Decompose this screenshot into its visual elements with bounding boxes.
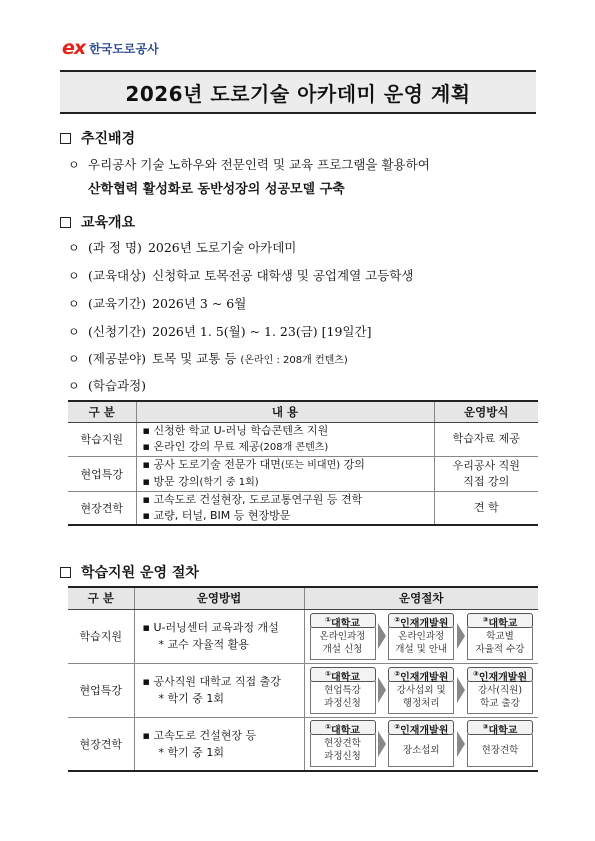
method-note: * 학기 중 1회 [158, 692, 224, 705]
method-line: 공사직원 대학교 직접 출강 [153, 675, 281, 688]
arrow-right-icon [378, 677, 386, 703]
section-heading-background [60, 128, 135, 148]
item-label: (과 정 명) [88, 240, 142, 255]
content-line: 방문 강의 [153, 474, 200, 488]
item-text: 2026년 도로기술 아카데미 [147, 240, 297, 255]
row-steps [304, 717, 538, 771]
step-desc-line: 행정처리 [402, 697, 440, 709]
step-desc-line: 개설 신청 [322, 643, 363, 655]
item-label: (학습과정) [88, 378, 147, 393]
overview-item [68, 349, 348, 367]
step-desc-line: 학교별 [486, 630, 514, 642]
square-bullet-icon: ▪ [142, 474, 150, 488]
step-org [388, 667, 454, 682]
step-org-name: 대학교 [330, 725, 360, 737]
step-org [467, 613, 533, 628]
step-org-name: 대학교 [488, 617, 518, 629]
overview-item [68, 376, 152, 394]
content-note: (208개 콘텐츠) [259, 441, 329, 453]
row-method [434, 456, 538, 491]
method-line: 고속도로 건설현장 등 [153, 728, 257, 742]
overview-item [68, 266, 413, 284]
item-text: 신청학교 토목전공 대학생 및 공업계열 고등학생 [152, 268, 414, 283]
row-method [134, 717, 304, 771]
section-heading-overview [60, 212, 135, 232]
item-note: (온라인 : 208개 컨텐츠) [240, 355, 348, 366]
step-desc [467, 734, 533, 767]
content-note: (또는 비대면) [280, 459, 341, 471]
arrow-right-icon [457, 677, 465, 703]
step-desc [310, 627, 376, 660]
arrow-right-icon [457, 731, 465, 757]
header-category: 구 분 [68, 587, 134, 609]
row-method [134, 609, 304, 663]
section-title: 추진배경 [81, 131, 136, 147]
step-org-name: 인재개발원 [400, 671, 449, 683]
step-org-name: 대학교 [488, 725, 518, 737]
step-desc [467, 681, 533, 714]
step-number: ③ [472, 669, 479, 678]
step-desc [388, 627, 454, 660]
row-content [136, 422, 434, 456]
step-number: ① [325, 615, 331, 624]
arrow-right-icon [378, 623, 386, 649]
step-desc-line: 자율적 수강 [475, 643, 525, 655]
step-org-name: 대학교 [330, 617, 360, 629]
step-desc-line: 현장견학 [481, 744, 519, 756]
procedure-step [308, 667, 378, 714]
circle-bullet-icon: ㅇ [68, 325, 80, 339]
section-heading-procedure [60, 562, 199, 582]
step-org-name: 대학교 [330, 671, 360, 683]
procedure-step [308, 720, 378, 767]
table-header-row [68, 587, 538, 609]
step-org [467, 720, 533, 735]
background-line-1: 우리공사 기술 노하우와 전문인력 및 교육 프로그램을 활용하여 [88, 157, 430, 172]
step-desc [388, 681, 454, 714]
step-org [467, 667, 533, 682]
background-bullet [68, 155, 430, 173]
header-procedure: 운영절차 [304, 587, 538, 609]
procedure-step [386, 613, 456, 660]
procedure-step [465, 613, 535, 660]
table-row [68, 663, 538, 717]
step-org [310, 720, 376, 735]
background-line-2: 산학협력 활성화로 동반성장의 성공모델 구축 [88, 182, 345, 197]
content-line: 신청한 학교 U-러닝 학습콘텐츠 지원 [153, 423, 329, 437]
step-desc [388, 734, 454, 767]
square-bullet-icon: ▪ [142, 508, 150, 522]
step-org-name: 인재개발원 [400, 617, 449, 629]
step-number: ① [325, 669, 331, 678]
section-title: 교육개요 [81, 215, 136, 231]
square-bullet-icon: ▪ [142, 492, 150, 506]
step-desc [310, 734, 376, 767]
table-row [68, 422, 538, 456]
row-method [134, 663, 304, 717]
row-category: 학습지원 [68, 422, 136, 456]
circle-bullet-icon: ㅇ [68, 297, 80, 311]
title-band [60, 70, 536, 114]
page-title: 2026년 도로기술 아카데미 운영 계획 [125, 81, 471, 106]
step-number: ② [394, 615, 401, 624]
item-text: 토목 및 교통 등 [152, 351, 237, 366]
step-desc-line: 강사섭외 및 [396, 684, 446, 696]
step-desc-line: 개설 및 안내 [395, 643, 448, 655]
method-line: U-러닝센터 교육과정 개설 [153, 621, 279, 634]
step-desc-line: 강사(직원) [477, 684, 523, 696]
step-desc-line: 현장견학 [324, 738, 361, 750]
step-number: ② [394, 669, 401, 678]
row-content [136, 456, 434, 491]
content-line: 교량, 터널, BIM 등 현장방문 [153, 508, 291, 522]
step-org-name: 인재개발원 [478, 671, 528, 683]
circle-bullet-icon: ㅇ [68, 158, 80, 172]
overview-item [68, 322, 371, 340]
arrow-right-icon [457, 623, 465, 649]
step-number: ③ [482, 615, 489, 624]
header-content: 내 용 [136, 401, 434, 422]
item-label: (교육대상) [88, 268, 147, 283]
overview-item [68, 294, 246, 312]
method-text: 견 학 [473, 500, 499, 514]
step-number: ③ [482, 723, 489, 732]
item-text: 2026년 1. 5(월) ~ 1. 23(금) [19일간] [152, 324, 372, 339]
table-header-row [68, 401, 538, 422]
step-desc-line: 온라인과정 [398, 630, 445, 642]
step-desc-line: 현업특강 [324, 684, 361, 696]
logo-mark: ex [62, 37, 86, 59]
step-desc-line: 과정신청 [324, 751, 361, 763]
header-method: 운영방식 [434, 401, 538, 422]
row-category: 현장견학 [68, 491, 136, 525]
method-text: 우리공사 직원 [452, 458, 520, 472]
procedure-step [386, 720, 456, 767]
method-text: 학습자료 제공 [452, 432, 520, 445]
table-row [68, 609, 538, 663]
table-row [68, 491, 538, 525]
table-row [68, 717, 538, 771]
row-steps [304, 663, 538, 717]
circle-bullet-icon: ㅇ [68, 352, 80, 366]
header-method: 운영방법 [134, 587, 304, 609]
item-text: 2026년 3 ~ 6월 [152, 296, 247, 311]
step-org [310, 613, 376, 628]
row-category: 현업특강 [68, 663, 134, 717]
step-desc-line: 온라인과정 [319, 630, 366, 642]
square-bullet-icon: ▪ [142, 728, 150, 742]
step-number: ① [325, 723, 331, 732]
square-bullet-icon: ▪ [142, 423, 150, 437]
row-content [136, 491, 434, 525]
row-category: 현업특강 [68, 456, 136, 491]
step-desc-line: 과정신청 [324, 697, 361, 709]
row-method [434, 491, 538, 525]
header-category: 구 분 [68, 401, 136, 422]
method-note: * 교수 자율적 활용 [158, 638, 249, 651]
overview-item [68, 238, 296, 256]
table-row [68, 456, 538, 491]
circle-bullet-icon: ㅇ [68, 269, 80, 283]
square-bullet-icon [60, 567, 71, 578]
row-method [434, 422, 538, 456]
method-note: * 학기 중 1회 [158, 745, 224, 759]
square-bullet-icon [60, 217, 71, 228]
step-desc [467, 627, 533, 660]
procedure-step [465, 667, 535, 714]
section-title: 학습지원 운영 절차 [81, 565, 199, 581]
content-note: (학기 중 1회) [199, 476, 259, 488]
step-desc-line: 장소섭외 [402, 744, 440, 756]
square-bullet-icon: ▪ [142, 457, 150, 471]
content-tail: 강의 [340, 457, 365, 471]
item-label: (제공분야) [88, 351, 147, 366]
procedure-step [308, 613, 378, 660]
step-desc-line: 학교 출강 [480, 697, 520, 709]
row-steps [304, 609, 538, 663]
logo-name: 한국도로공사 [89, 41, 159, 56]
item-label: (신청기간) [88, 324, 147, 339]
step-desc [310, 681, 376, 714]
procedure-step [386, 667, 456, 714]
content-line: 온라인 강의 무료 제공 [153, 439, 260, 453]
step-org [388, 720, 454, 735]
procedure-step [465, 720, 535, 767]
circle-bullet-icon: ㅇ [68, 379, 80, 393]
course-table [68, 400, 538, 526]
row-category: 현장견학 [68, 717, 134, 771]
square-bullet-icon [60, 133, 71, 144]
step-org-name: 인재개발원 [400, 725, 449, 737]
circle-bullet-icon: ㅇ [68, 241, 80, 255]
item-label: (교육기간) [88, 296, 147, 311]
step-org [388, 613, 454, 628]
square-bullet-icon: ▪ [142, 675, 150, 688]
procedure-table [68, 586, 538, 772]
content-line: 고속도로 건설현장, 도로교통연구원 등 견학 [153, 492, 363, 506]
square-bullet-icon: ▪ [142, 621, 150, 634]
step-org [310, 667, 376, 682]
row-category: 학습지원 [68, 609, 134, 663]
kec-logo [62, 38, 159, 58]
square-bullet-icon: ▪ [142, 439, 150, 453]
content-line: 공사 도로기술 전문가 대면 [153, 457, 281, 471]
step-number: ② [394, 723, 401, 732]
method-text: 직접 강의 [463, 474, 510, 488]
arrow-right-icon [378, 731, 386, 757]
